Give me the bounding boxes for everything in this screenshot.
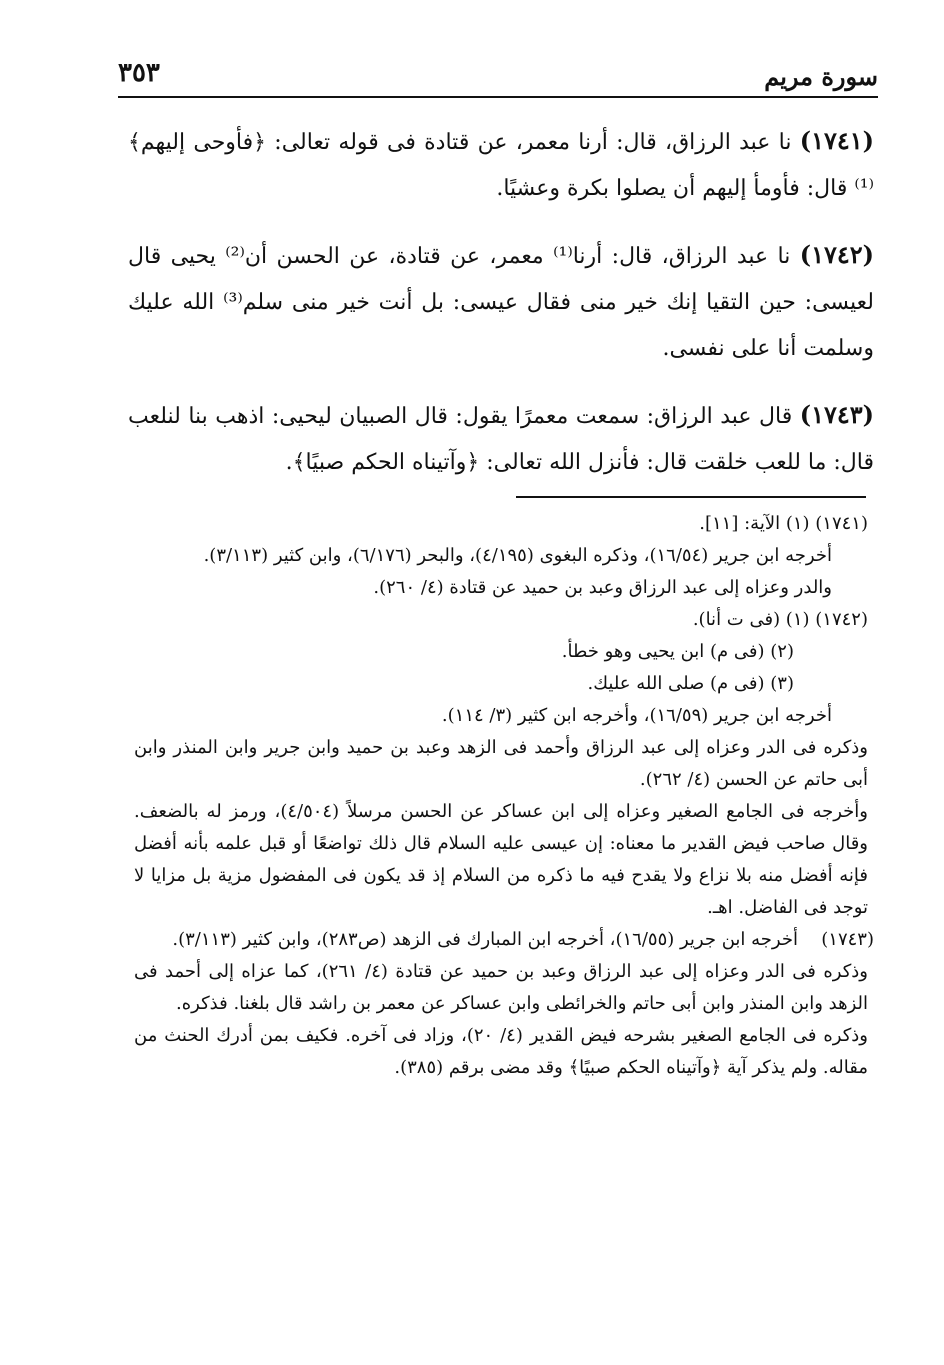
hadith-text: قال عبد الرزاق: سمعت معمرًا يقول: قال الصبيان ليحيى: اذهب بنا لنلعب قال: ما للعب خلقت قال: فأنزل الله تعالى: ﴿وآتيناه الحكم صبيًا﴾. bbox=[128, 404, 874, 475]
surah-title: سورة مريم bbox=[764, 62, 878, 91]
footnote-line: أخرجه ابن جرير (١٦/٥٩)، وأخرجه ابن كثير (٣/ ١١٤). bbox=[441, 705, 832, 726]
footnote-line: وأخرجه فى الجامع الصغير وعزاه إلى ابن عساكر عن الحسن مرسلاً (٤/٥٠٤)، ورمز له بالضعف. وقال صاحب فيض القدير ما معناه: إن عيسى عليه السلام قال ذلك تواضعًا أو قبل علمه بأنه أفضل فإنه أفضل منه بلا نزاع ولا يقدح فيه ما ذكره من السلام إذ قد يكون فى المفضول مزية بل مزايا لا توجد فى الفاضل. اهـ. bbox=[134, 801, 868, 918]
footnote-number: (١٧٤٣) bbox=[821, 929, 874, 950]
hadith-1743 bbox=[128, 392, 874, 486]
footnote-1742 bbox=[134, 604, 868, 924]
hadith-number: (١٧٤٢) bbox=[799, 240, 875, 269]
hadith-number: (١٧٤٣) bbox=[799, 400, 874, 429]
footnote-line: وذكره فى الدر وعزاه إلى عبد الرزاق وعبد بن حميد عن قتادة (٤/ ٢٦١)، كما عزاه إلى أحمد فى الزهد وابن المنذر وابن أبى حاتم والخرائطى وابن عساكر عن معمر بن راشد قال بلغنا. فذكره. bbox=[134, 961, 868, 1014]
hadith-1741 bbox=[128, 118, 874, 212]
footnote-line: وذكره فى الجامع الصغير بشرحه فيض القدير (٤/ ٢٠)، وزاد فى آخره. فكيف بمن أدرك الحنث من مقاله. ولم يذكر آية ﴿وآتيناه الحكم صبيًا﴾ وقد مضى برقم (٣٨٥). bbox=[134, 1025, 868, 1078]
footnotes bbox=[134, 508, 874, 1084]
hadith-1742 bbox=[128, 232, 874, 372]
footnote-line: (١٧٤١) (١) الآية: [١١]. bbox=[699, 513, 868, 534]
footnote-line: والدر وعزاه إلى عبد الرزاق وعبد بن حميد عن قتادة (٤/ ٢٦٠). bbox=[373, 577, 832, 598]
footnote-line: (٢) (فى م) ابن يحيى وهو خطأ. bbox=[561, 641, 794, 662]
footnote-line: (١٧٤٢) (١) (فى ت أنا). bbox=[692, 609, 868, 630]
hadith-text: نا عبد الرزاق، قال: أرنا معمر، عن قتادة فى قوله تعالى: ﴿فأوحى إليهم﴾⁽¹⁾ قال: فأومأ إليهم أن يصلوا بكرة وعشيًا. bbox=[128, 130, 874, 201]
main-text bbox=[128, 118, 874, 506]
page-header bbox=[118, 56, 878, 98]
page-number: ٣٥٣ bbox=[118, 58, 160, 88]
footnote-1741 bbox=[134, 508, 868, 604]
hadith-text: نا عبد الرزاق، قال: أرنا⁽¹⁾ معمر، عن قتادة، عن الحسن أن⁽²⁾ يحيى قال لعيسى: حين التقيا إنك خير منى فقال عيسى: بل أنت خير منى سلم⁽³⁾ الله عليك وسلمت أنا على نفسى. bbox=[128, 244, 874, 361]
footnote-line: أخرجه ابن جرير (١٦/٥٤)، وذكره البغوى (٤/١٩٥)، والبحر (٦/١٧٦)، وابن كثير (٣/١١٣). bbox=[203, 545, 832, 566]
footnote-line: وذكره فى الدر وعزاه إلى عبد الرزاق وأحمد فى الزهد وعبد بن حميد وابن جرير وابن المنذر وابن أبى حاتم عن الحسن (٤/ ٢٦٢). bbox=[134, 737, 868, 790]
footnote-line: أخرجه ابن جرير (١٦/٥٥)، أخرجه ابن المبارك فى الزهد (ص٢٨٣)، وابن كثير (٣/١١٣). bbox=[172, 929, 798, 950]
hadith-number: (١٧٤١) bbox=[799, 126, 874, 155]
footnote-separator bbox=[516, 496, 866, 498]
footnote-1743 bbox=[134, 924, 874, 1084]
footnote-line: (٣) (فى م) صلى الله عليك. bbox=[587, 673, 794, 694]
